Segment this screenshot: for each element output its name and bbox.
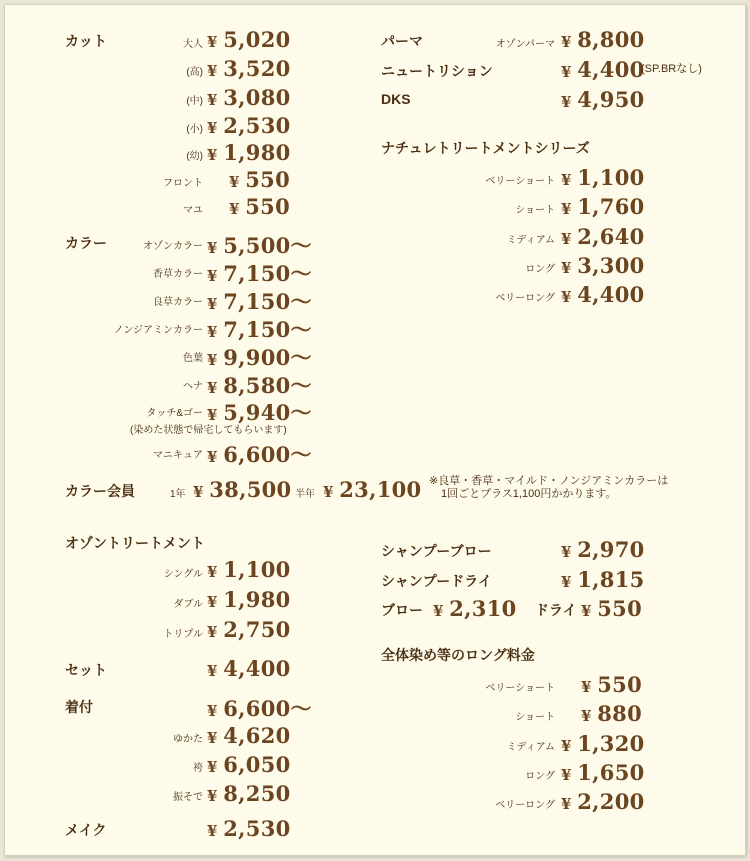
ozone-label-triple: トリプル xyxy=(163,629,203,640)
makeup-price: ¥ 2,530 xyxy=(207,816,291,841)
blow-heading: ブロー xyxy=(381,602,423,618)
nutrition-price: ¥ 4,400 xyxy=(561,57,645,82)
touch-go-note: (染めた状態で帰宅してもらいます) xyxy=(130,425,287,436)
long-price-short: ¥ 880 xyxy=(581,701,643,726)
color-price-good-herb: ¥ 7,150〜 xyxy=(207,289,312,314)
nutrition-note: (SP.BRなし) xyxy=(641,63,702,75)
member-year-price: ¥ 38,500 xyxy=(193,477,292,502)
dks-price: ¥ 4,950 xyxy=(561,87,645,112)
member-half-label: 半年 xyxy=(295,489,315,500)
kitsuke-heading: 着付 xyxy=(65,699,93,715)
dks-heading: DKS xyxy=(381,91,411,107)
perm-price: ¥ 8,800 xyxy=(561,27,645,52)
natural-heading: ナチュレトリートメントシリーズ xyxy=(381,140,590,156)
cut-price-brow: ¥ 550 xyxy=(229,194,291,219)
cut-label-brow: マユ xyxy=(183,205,203,216)
color-price-manicure: ¥ 6,600〜 xyxy=(207,442,312,467)
long-fee-heading: 全体染め等のロング料金 xyxy=(381,647,535,663)
cut-price-adult: ¥ 5,020 xyxy=(207,27,291,52)
set-heading: セット xyxy=(65,662,107,678)
member-note-line1: ※良草・香草・マイルド・ノンジアミンカラーは xyxy=(429,475,669,487)
natural-label-very-long: ベリーロング xyxy=(495,293,555,304)
natural-label-medium: ミディアム xyxy=(506,235,555,246)
long-price-medium: ¥ 1,320 xyxy=(561,731,645,756)
ozone-treatment-heading: オゾントリートメント xyxy=(65,535,205,551)
cut-label-high: (高) xyxy=(186,67,203,78)
kitsuke-price-furisode: ¥ 8,250 xyxy=(207,781,291,806)
kitsuke-price-yukata: ¥ 4,620 xyxy=(207,723,291,748)
kitsuke-label-hakama: 袴 xyxy=(193,763,203,774)
cut-label-middle: (中) xyxy=(186,96,203,107)
cut-label-front: フロント xyxy=(163,178,203,189)
natural-price-long: ¥ 3,300 xyxy=(561,253,645,278)
perm-heading: パーマ xyxy=(381,33,423,49)
shampoo-blow-heading: シャンプーブロー xyxy=(381,543,492,559)
color-label-touch-go: タッチ&ゴー xyxy=(146,408,203,419)
color-price-non-diamine: ¥ 7,150〜 xyxy=(207,317,312,342)
color-member-heading: カラー会員 xyxy=(65,483,135,499)
cut-label-adult: 大人 xyxy=(183,39,203,50)
long-label-very-long: ベリーロング xyxy=(495,800,555,811)
color-price-ozone: ¥ 5,500〜 xyxy=(207,233,312,258)
color-heading: カラー xyxy=(65,235,107,251)
natural-label-very-short: ベリーショート xyxy=(485,176,555,187)
kitsuke-label-furisode: 振そで xyxy=(173,792,203,803)
blow-price: ¥ 2,310 xyxy=(433,596,517,621)
cut-price-elementary: ¥ 2,530 xyxy=(207,113,291,138)
cut-price-front: ¥ 550 xyxy=(229,167,291,192)
long-label-short: ショート xyxy=(515,712,555,723)
cut-label-elementary: (小) xyxy=(186,124,203,135)
color-label-iroha: 色葉 xyxy=(183,353,203,364)
ozone-label-single: シングル xyxy=(163,569,203,580)
kitsuke-label-yukata: ゆかた xyxy=(173,734,203,745)
long-label-medium: ミディアム xyxy=(506,742,555,753)
long-price-very-long: ¥ 2,200 xyxy=(561,789,645,814)
cut-label-infant: (幼) xyxy=(186,151,203,162)
cut-price-infant: ¥ 1,980 xyxy=(207,140,291,165)
ozone-label-double: ダブル xyxy=(173,599,203,610)
color-label-good-herb: 良草カラー xyxy=(153,297,203,308)
natural-label-short: ショート xyxy=(515,205,555,216)
long-price-very-short: ¥ 550 xyxy=(581,672,643,697)
set-price: ¥ 4,400 xyxy=(207,656,291,681)
long-label-very-short: ベリーショート xyxy=(485,683,555,694)
color-label-manicure: マニキュア xyxy=(153,450,203,461)
shampoo-blow-price: ¥ 2,970 xyxy=(561,537,645,562)
color-price-touch-go: ¥ 5,940〜 xyxy=(207,400,312,425)
natural-label-long: ロング xyxy=(525,264,555,275)
cut-price-middle: ¥ 3,080 xyxy=(207,85,291,110)
natural-price-medium: ¥ 2,640 xyxy=(561,224,645,249)
natural-price-very-short: ¥ 1,100 xyxy=(561,165,645,190)
makeup-heading: メイク xyxy=(65,822,107,838)
long-label-long: ロング xyxy=(525,771,555,782)
price-menu-card xyxy=(4,4,746,856)
nutrition-heading: ニュートリション xyxy=(381,63,493,79)
ozone-price-single: ¥ 1,100 xyxy=(207,557,291,582)
color-price-henna: ¥ 8,580〜 xyxy=(207,373,312,398)
shampoo-dry-price: ¥ 1,815 xyxy=(561,567,645,592)
cut-heading: カット xyxy=(65,33,107,49)
shampoo-dry-heading: シャンプードライ xyxy=(381,573,492,589)
ozone-price-double: ¥ 1,980 xyxy=(207,587,291,612)
color-price-iroha: ¥ 9,900〜 xyxy=(207,345,312,370)
kitsuke-price-hakama: ¥ 6,050 xyxy=(207,752,291,777)
color-label-non-diamine: ノンジアミンカラー xyxy=(113,325,203,336)
natural-price-short: ¥ 1,760 xyxy=(561,194,645,219)
member-note-line2: 1回ごとプラス1,100円かかります。 xyxy=(441,488,617,500)
color-label-herb: 香草カラー xyxy=(153,269,203,280)
member-half-price: ¥ 23,100 xyxy=(323,477,422,502)
dry-heading: ドライ xyxy=(535,602,577,618)
cut-price-high: ¥ 3,520 xyxy=(207,56,291,81)
kitsuke-price: ¥ 6,600〜 xyxy=(207,696,312,721)
perm-sub-label: オゾンパーマ xyxy=(495,39,555,50)
color-label-henna: ヘナ xyxy=(183,381,203,392)
member-year-label: 1年 xyxy=(170,489,186,500)
long-price-long: ¥ 1,650 xyxy=(561,760,645,785)
natural-price-very-long: ¥ 4,400 xyxy=(561,282,645,307)
dry-price: ¥ 550 xyxy=(581,596,643,621)
color-price-herb: ¥ 7,150〜 xyxy=(207,261,312,286)
ozone-price-triple: ¥ 2,750 xyxy=(207,617,291,642)
color-label-ozone: オゾンカラー xyxy=(143,241,203,252)
